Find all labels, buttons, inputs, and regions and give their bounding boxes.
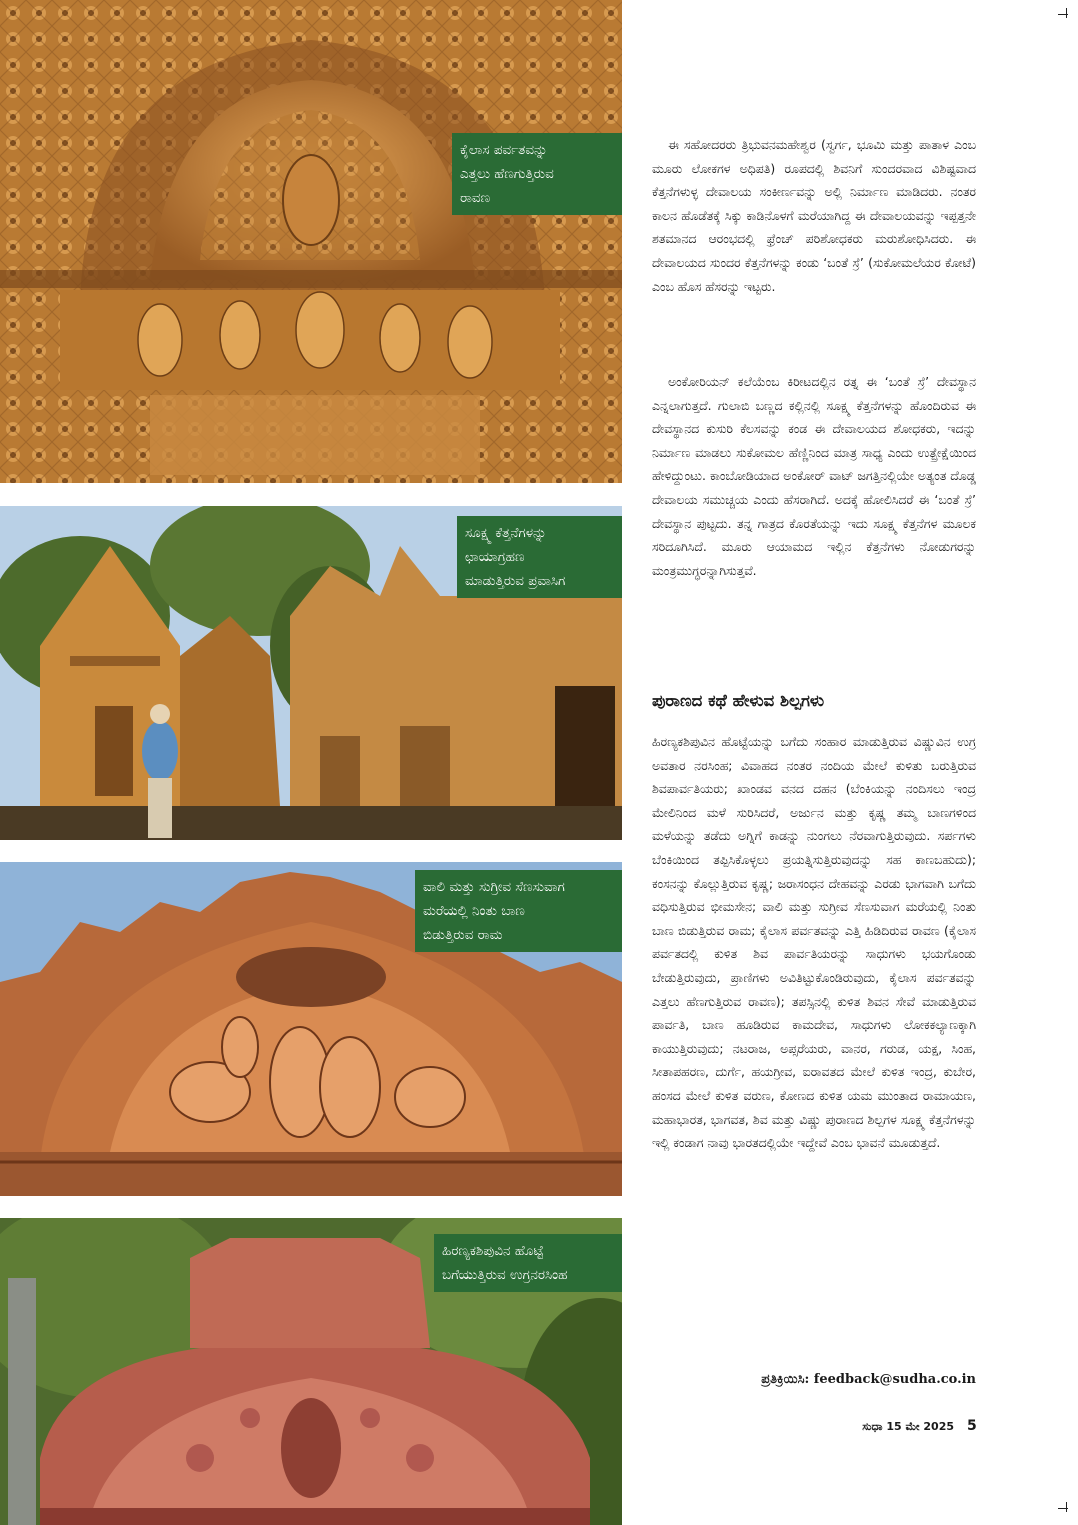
photo-caption-ravana: ಕೈಲಾಸ ಪರ್ವತವನ್ನು ಎತ್ತಲು ಹೆಣಗುತ್ತಿರುವ ರಾವಣ <box>452 133 622 215</box>
crop-mark-top-h <box>1058 14 1068 15</box>
photo-caption-narasimha: ಹಿರಣ್ಯಕಶಿಪುವಿನ ಹೊಟ್ಟೆ ಬಗೆಯುತ್ತಿರುವ ಉಗ್ರನರಸಿಂಹ <box>434 1234 622 1292</box>
page-number: 5 <box>967 1418 977 1434</box>
photo-caption-rama: ವಾಲಿ ಮತ್ತು ಸುಗ್ರೀವ ಸೆಣಸುವಾಗ ಮರೆಯಲ್ಲಿ ನಿಂತು ಬಾಣ ಬಿಡುತ್ತಿರುವ ರಾಮ <box>415 870 622 952</box>
crop-mark-top <box>1066 8 1067 18</box>
crop-mark-bottom-h <box>1058 1508 1068 1509</box>
article-paragraph-3: ಹಿರಣ್ಯಕಶಿಪುವಿನ ಹೊಟ್ಟೆಯನ್ನು ಬಗೆದು ಸಂಹಾರ ಮಾಡುತ್ತಿರುವ ವಿಷ್ಣುವಿನ ಉಗ್ರ ಅವತಾರ ನರಸಿಂಹ; ವಿವಾಹದ ನಂತರ ನಂದಿಯ ಮೇಲೆ ಕುಳಿತು ಬರುತ್ತಿರುವ ಶಿವಪಾರ್ವತಿಯರು; ಖಾಂಡವ ವನದ ದಹನ (ಬೆಂಕಿಯನ್ನು ನಂದಿಸಲು ಇಂದ್ರ ಮೇಲಿನಿಂದ ಮಳೆ ಸುರಿಸಿದರೆ, ಅರ್ಜುನ ಮತ್ತು ಕೃಷ್ಣ ತಮ್ಮ ಬಾಣಗಳಿಂದ ಮಳೆಯನ್ನು ತಡೆದು ಅಗ್ನಿಗೆ ಕಾಡನ್ನು ನುಂಗಲು ನೆರವಾಗುತ್ತಿರುವುದು. ಸರ್ಪಗಳು ಬೆಂಕಿಯಿಂದ ತಪ್ಪಿಸಿಕೊಳ್ಳಲು ಪ್ರಯತ್ನಿಸುತ್ತಿರುವುದನ್ನು ಸಹ ಕಾಣಬಹುದು); ಕಂಸನನ್ನು ಕೊಲ್ಲುತ್ತಿರುವ ಕೃಷ್ಣ; ಜರಾಸಂಧನ ದೇಹವನ್ನು ಎರಡು ಭಾಗವಾಗಿ ಬಗೆದು ವಧಿಸುತ್ತಿರುವ ಭೀಮಸೇನ; ವಾಲಿ ಮತ್ತು ಸುಗ್ರೀವ ಸೆಣಸುವಾಗ ಮರೆಯಲ್ಲಿ ನಿಂತು ಬಾಣ ಬಿಡುತ್ತಿರುವ ರಾಮ; ಕೈಲಾಸ ಪರ್ವತವನ್ನು ಎತ್ತಿ ಹಿಡಿದಿರುವ ರಾವಣ (ಕೈಲಾಸ ಪರ್ವತದಲ್ಲಿ ಕುಳಿತ ಶಿವ ಪಾರ್ವತಿಯರನ್ನು ಸಾಧುಗಳು ಭಯಗೊಂಡು ಬೇಡುತ್ತಿರುವುದು, ಪ್ರಾಣಿಗಳು ಅವಿತಿಟ್ಟುಕೊಂಡಿರುವುದು, ಕೈಲಾಸ ಪರ್ವತವನ್ನು ಎತ್ತಲು ಹೆಣಗುತ್ತಿರುವ ರಾವಣ); ತಪಸ್ಸಿನಲ್ಲಿ ಕುಳಿತ ಶಿವನ ಸೇವೆ ಮಾಡುತ್ತಿರುವ ಪಾರ್ವತಿ, ಬಾಣ ಹೂಡಿರುವ ಕಾಮದೇವ, ಸಾಧುಗಳು ಲೋಕಕಲ್ಯಾಣಕ್ಕಾಗಿ ಕಾಯುತ್ತಿರುವುದು; ನಟರಾಜ, ಅಪ್ಸರೆಯರು, ವಾನರ, ಗರುಡ, ಯಕ್ಷ, ಸಿಂಹ, ಸೀತಾಪಹರಣ, ದುರ್ಗೆ, ಹಯಗ್ರೀವ, ಐರಾವತದ ಮೇಲೆ ಕುಳಿತ ಇಂದ್ರ, ಕುಬೇರ, ಹಂಸದ ಮೇಲೆ ಕುಳಿತ ವರುಣ, ಕೋಣದ ಕುಳಿತ ಯಮ ಮುಂತಾದ ರಾಮಾಯಣ, ಮಹಾಭಾರತ, ಭಾಗವತ, ಶಿವ ಮತ್ತು ವಿಷ್ಣು ಪುರಾಣದ ಶಿಲ್ಪಗಳ ಸೂಕ್ಷ್ಮ ಕೆತ್ತನೆಗಳನ್ನು ಇಲ್ಲಿ ಕಂಡಾಗ ನಾವು ಭಾರತದಲ್ಲಿಯೇ ಇದ್ದೇವೆ ಎಂಬ ಭಾವನೆ ಮೂಡುತ್ತದೆ. <box>652 734 976 1151</box>
section-heading: ಪುರಾಣದ ಕಥೆ ಹೇಳುವ ಶಿಲ್ಪಗಳು <box>652 691 825 710</box>
temple-carving-photo <box>0 0 622 483</box>
crop-mark-bottom <box>1066 1502 1067 1512</box>
article-paragraph-2: ಅಂಕೋರಿಯನ್ ಕಲೆಯೆಂಬ ಕಿರೀಟದಲ್ಲಿನ ರತ್ನ ಈ ‘ಬಂತೆ ಸ್ರೆ’ ದೇವಸ್ಥಾನ ಎನ್ನಲಾಗುತ್ತದೆ. ಗುಲಾಬಿ ಬಣ್ಣದ ಕಲ್ಲಿನಲ್ಲಿ ಸೂಕ್ಷ್ಮ ಕೆತ್ತನೆಗಳನ್ನು ಹೊಂದಿರುವ ಈ ದೇವಸ್ಥಾನದ ಕುಸುರಿ ಕೆಲಸವನ್ನು ಕಂಡ ಈ ದೇವಾಲಯದ ಶೋಧಕರು, ಇದನ್ನು ನಿರ್ಮಾಣ ಮಾಡಲು ಸುಕೋಮಲ ಹೆಣ್ಣಿನಿಂದ ಮಾತ್ರ ಸಾಧ್ಯ ಎಂದು ಉತ್ಪ್ರೇಕ್ಷೆಯಿಂದ ಹೇಳಿದ್ದುಂಟು. ಕಾಂಬೋಡಿಯಾದ ಅಂಕೋರ್ ವಾಟ್ ಜಗತ್ತಿನಲ್ಲಿಯೇ ಅತ್ಯಂತ ದೊಡ್ಡ ದೇವಾಲಯ ಸಮುಚ್ಚಯ ಎಂದು ಹೆಸರಾಗಿದೆ. ಅದಕ್ಕೆ ಹೋಲಿಸಿದರೆ ಈ ‘ಬಂತೆ ಸ್ರೆ’ ದೇವಸ್ಥಾನ ಪುಟ್ಟದು. ತನ್ನ ಗಾತ್ರದ ಕೊರತೆಯನ್ನು ಇದು ಸೂಕ್ಷ್ಮ ಕೆತ್ತನೆಗಳ ಮೂಲಕ ಸರಿದೂಗಿಸಿದೆ. ಮೂರು ಆಯಾಮದ ಇಲ್ಲಿನ ಕೆತ್ತನೆಗಳು ನೋಡುಗರನ್ನು ಮಂತ್ರಮುಗ್ಧರನ್ನಾಗಿಸುತ್ತವೆ. <box>652 374 976 578</box>
photo-caption-tourist: ಸೂಕ್ಷ್ಮ ಕೆತ್ತನೆಗಳನ್ನು ಛಾಯಾಗ್ರಹಣ ಮಾಡುತ್ತಿರುವ ಪ್ರವಾಸಿಗ <box>457 516 622 598</box>
article-paragraph-1: ಈ ಸಹೋದರರು ತ್ರಿಭುವನಮಹೇಶ್ವರ (ಸ್ವರ್ಗ, ಭೂಮಿ ಮತ್ತು ಪಾತಾಳ ಎಂಬ ಮೂರು ಲೋಕಗಳ ಅಧಿಪತಿ) ರೂಪದಲ್ಲಿ ಶಿವನಿಗೆ ಸುಂದರವಾದ ವಿಶಿಷ್ಟವಾದ ಕೆತ್ತನೆಗಳುಳ್ಳ ದೇವಾಲಯ ಸಂಕೀರ್ಣವನ್ನು ಅಲ್ಲಿ ನಿರ್ಮಾಣ ಮಾಡಿದರು. ನಂತರ ಕಾಲನ ಹೊಡೆತಕ್ಕೆ ಸಿಕ್ಕು ಕಾಡಿನೊಳಗೆ ಮರೆಯಾಗಿದ್ದ ಈ ದೇವಾಲಯವನ್ನು ಇಪ್ಪತ್ತನೇ ಶತಮಾನದ ಆರಂಭದಲ್ಲಿ ಫ್ರೆಂಚ್ ಪರಿಶೋಧಕರು ಮರುಶೋಧಿಸಿದರು. ಈ ದೇವಾಲಯದ ಸುಂದರ ಕೆತ್ತನೆಗಳನ್ನು ಕಂಡು ‘ಬಂತೆ ಸ್ರೆ’ (ಸುಕೋಮಲೆಯರ ಕೋಟೆ) ಎಂಬ ಹೊಸ ಹೆಸರನ್ನು ಇಟ್ಟರು. <box>652 137 976 294</box>
footer-magazine-date: ಸುಧಾ 15 ಮೇ 2025 <box>862 1420 954 1433</box>
photo-ravana-carving <box>0 0 622 483</box>
feedback-line: ಪ್ರತಿಕ್ರಿಯಿಸಿ: feedback@sudha.co.in <box>761 1372 976 1387</box>
